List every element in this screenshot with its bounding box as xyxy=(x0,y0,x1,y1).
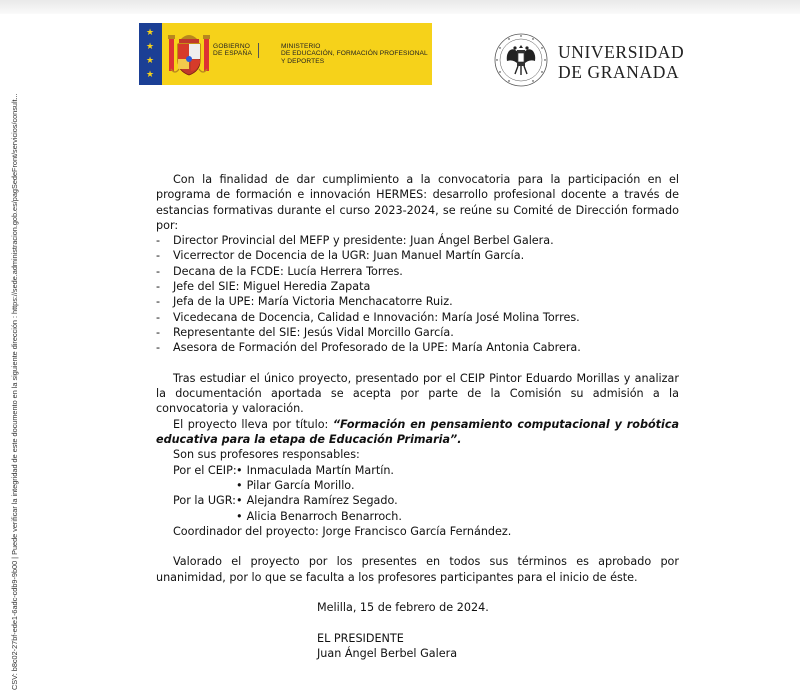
place-date: Melilla, 15 de febrero de 2024. xyxy=(317,601,489,615)
list-item: - Jefa de la UPE: María Victoria Menchacatorre Ruiz. xyxy=(156,295,453,309)
document-body xyxy=(156,172,679,662)
signer-title: EL PRESIDENTE xyxy=(317,631,404,645)
ugr-teacher-row: • Alicia Benarroch Benarroch. xyxy=(236,509,402,523)
list-item: - Director Provincial del MEFP y presidente: Juan Ángel Berbel Galera. xyxy=(156,234,554,248)
bullet-icon: • xyxy=(236,463,243,477)
list-item: - Jefe del SIE: Miguel Heredia Zapata xyxy=(156,280,371,294)
project-title: “Formación en pensamiento computacional y robótica educativa para la etapa de Educación Primaria”. xyxy=(156,417,679,447)
list-item: - Vicedecana de Docencia, Calidad e Innovación: María José Molina Torres. xyxy=(156,310,580,324)
coordinator: Coordinador del proyecto: Jorge Francisco García Fernández. xyxy=(173,524,512,538)
committee-list xyxy=(156,233,679,355)
list-item: - Asesora de Formación del Profesorado de la UPE: María Antonia Cabrera. xyxy=(156,341,581,355)
intro-paragraph: Con la finalidad de dar cumplimiento a la convocatoria para la participación en el programa de formación e innovación HERMES: desarrollo profesional docente a través de estancias formativas durante el curso 2023-2024, se reúne su Comité de Dirección formado por: xyxy=(156,173,679,232)
responsibles-intro: Son sus profesores responsables: xyxy=(173,448,360,462)
ceip-teacher-row: • Pilar García Morillo. xyxy=(236,478,355,492)
list-item: - Decana de la FCDE: Lucía Herrera Torres. xyxy=(156,264,403,278)
ceip-teacher-row: Por el CEIP: • Inmaculada Martín Martín. xyxy=(173,463,394,477)
ugr-teacher-row: Por la UGR: • Alejandra Ramírez Segado. xyxy=(173,494,398,508)
list-item: - Vicerrector de Docencia de la UGR: Juan Manuel Martín García. xyxy=(156,249,525,263)
ministry-text: MINISTERIO DE EDUCACIÓN, FORMACIÓN PROFESIONAL Y DEPORTES xyxy=(281,43,428,65)
ceip-label: Por el CEIP: xyxy=(173,463,237,477)
bullet-icon: • xyxy=(236,509,243,523)
coat-of-arms-icon xyxy=(167,29,211,79)
gobierno-header-logo xyxy=(139,23,432,85)
university-seal-icon xyxy=(493,31,549,89)
university-name: UNIVERSIDAD DE GRANADA xyxy=(558,42,685,82)
bullet-icon: • xyxy=(236,494,243,508)
signer-name: Juan Ángel Berbel Galera xyxy=(317,647,458,661)
list-item: - Representante del SIE: Jesús Vidal Morcillo García. xyxy=(156,325,454,339)
verification-text: CSV: b8c02-27bf-ede1-6adc-cdb9-9b00 | Puede verificar la integridad de este documento en la siguiente dirección : https://sede.administracion.gob.es/pagSedeFront/servicios/consult... xyxy=(10,93,19,690)
study-paragraph: Tras estudiar el único proyecto, presentado por el CEIP Pintor Eduardo Morillas y analizar la documentación aportada se acepta por parte de la Comisión su admisión a la convocatoria y valoración. xyxy=(156,371,679,416)
approval-paragraph: Valorado el proyecto por los presentes en todos sus términos es aprobado por unanimidad, por lo que se faculta a los profesores participantes para el inicio de éste. xyxy=(156,555,679,584)
top-shadow-bar xyxy=(0,0,800,14)
bullet-icon: • xyxy=(236,478,243,492)
ugr-label: Por la UGR: xyxy=(173,494,236,508)
eu-flag-strip: ★ ★ ★ ★ xyxy=(139,23,162,85)
verification-strip xyxy=(0,0,20,695)
gobierno-text: GOBIERNO DE ESPAÑA xyxy=(213,43,259,58)
project-title-paragraph: El proyecto lleva por título: “Formación en pensamiento computacional y robótica educativa para la etapa de Educación Primaria”. xyxy=(156,417,679,447)
